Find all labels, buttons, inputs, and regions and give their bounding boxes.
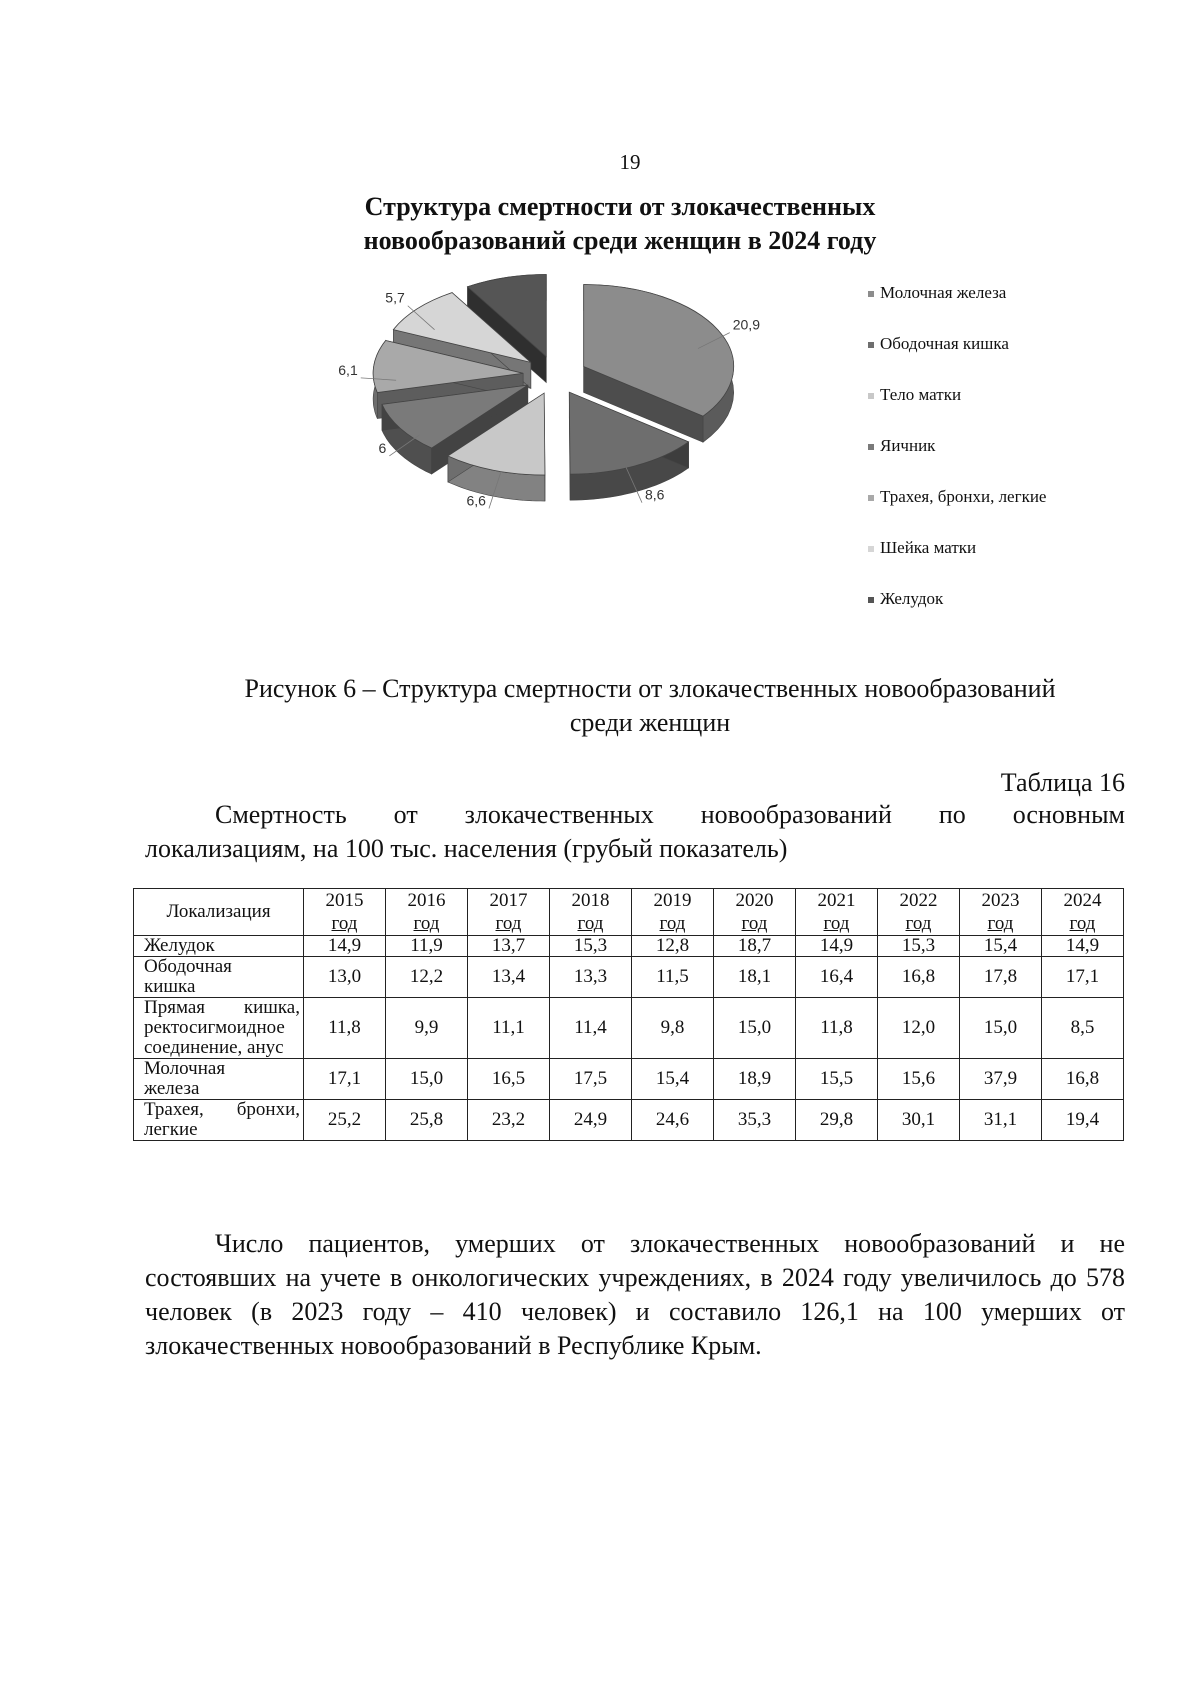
legend-item bbox=[868, 589, 943, 613]
row-value: 15,0 bbox=[386, 1059, 468, 1100]
row-value: 35,3 bbox=[714, 1100, 796, 1141]
row-localization-line: Трахея, бронхи, bbox=[144, 1099, 300, 1120]
legend-label: Шейка матки bbox=[880, 538, 977, 557]
header-year bbox=[386, 889, 468, 936]
header-year-word: год bbox=[577, 913, 604, 934]
row-value: 30,1 bbox=[878, 1100, 960, 1141]
legend-item bbox=[868, 385, 961, 409]
row-value: 18,9 bbox=[714, 1059, 796, 1100]
legend-label: Тело матки bbox=[880, 385, 962, 404]
header-year-word: год bbox=[495, 913, 522, 934]
row-localization bbox=[134, 998, 304, 1059]
row-value: 17,5 bbox=[550, 1059, 632, 1100]
row-value: 16,4 bbox=[796, 957, 878, 998]
header-year bbox=[1042, 889, 1124, 936]
legend-item bbox=[868, 487, 1046, 511]
row-value: 13,7 bbox=[468, 936, 550, 957]
row-localization-line: легкие bbox=[144, 1119, 198, 1140]
chart-title bbox=[320, 190, 920, 258]
row-localization-line: Прямая кишка, bbox=[144, 997, 300, 1018]
pie-value-label: 6,1 bbox=[338, 361, 358, 378]
row-value: 11,8 bbox=[304, 998, 386, 1059]
header-year bbox=[960, 889, 1042, 936]
row-value: 25,2 bbox=[304, 1100, 386, 1141]
header-year bbox=[796, 889, 878, 936]
header-year-number: 2020 bbox=[735, 890, 774, 911]
table-row bbox=[134, 1059, 1124, 1100]
pie-value-label: 6 bbox=[378, 439, 387, 456]
row-value: 8,5 bbox=[1042, 998, 1124, 1059]
legend-label: Трахея, бронхи, легкие bbox=[880, 487, 1047, 506]
header-row bbox=[134, 889, 1124, 936]
header-year-word: год bbox=[905, 913, 932, 934]
legend-swatch-icon bbox=[868, 597, 874, 603]
row-value: 15,5 bbox=[796, 1059, 878, 1100]
row-value: 15,6 bbox=[878, 1059, 960, 1100]
row-value: 14,9 bbox=[1042, 936, 1124, 957]
table-row bbox=[134, 957, 1124, 998]
row-value: 17,1 bbox=[1042, 957, 1124, 998]
row-localization-line: железа bbox=[144, 1078, 200, 1099]
row-value: 9,9 bbox=[386, 998, 468, 1059]
pie-value-label: 6,6 bbox=[466, 492, 486, 509]
row-value: 15,0 bbox=[714, 998, 796, 1059]
legend-swatch-icon bbox=[868, 444, 874, 450]
pie-chart bbox=[330, 255, 850, 595]
row-value: 24,6 bbox=[632, 1100, 714, 1141]
legend-swatch-icon bbox=[868, 393, 874, 399]
row-value: 31,1 bbox=[960, 1100, 1042, 1141]
row-value: 19,4 bbox=[1042, 1100, 1124, 1141]
legend-swatch-icon bbox=[868, 342, 874, 348]
legend-label: Яичник bbox=[880, 436, 936, 455]
row-value: 23,2 bbox=[468, 1100, 550, 1141]
header-year-number: 2017 bbox=[489, 890, 528, 911]
row-value: 12,8 bbox=[632, 936, 714, 957]
row-value: 11,9 bbox=[386, 936, 468, 957]
row-localization-line: Желудок bbox=[144, 935, 215, 956]
row-value: 37,9 bbox=[960, 1059, 1042, 1100]
page-number: 19 bbox=[619, 150, 641, 174]
row-value: 15,4 bbox=[632, 1059, 714, 1100]
header-year-number: 2024 bbox=[1063, 890, 1102, 911]
header-year-number: 2023 bbox=[981, 890, 1020, 911]
row-value: 13,3 bbox=[550, 957, 632, 998]
row-value: 16,8 bbox=[1042, 1059, 1124, 1100]
header-year-word: год bbox=[823, 913, 850, 934]
row-value: 15,0 bbox=[960, 998, 1042, 1059]
header-year bbox=[550, 889, 632, 936]
header-year-number: 2021 bbox=[817, 890, 856, 911]
header-year bbox=[632, 889, 714, 936]
row-value: 13,0 bbox=[304, 957, 386, 998]
row-value: 18,7 bbox=[714, 936, 796, 957]
figure-caption-line-2: среди женщин bbox=[569, 708, 731, 737]
legend-swatch-icon bbox=[868, 291, 874, 297]
table-row bbox=[134, 1100, 1124, 1141]
table-header bbox=[134, 889, 1124, 936]
header-year-word: год bbox=[659, 913, 686, 934]
header-year bbox=[304, 889, 386, 936]
legend-label: Молочная железа bbox=[880, 283, 1007, 302]
table-caption bbox=[145, 798, 1125, 866]
header-year-number: 2015 bbox=[325, 890, 364, 911]
header-year-number: 2016 bbox=[407, 890, 446, 911]
legend-label: Ободочная кишка bbox=[880, 334, 1009, 353]
row-value: 15,3 bbox=[878, 936, 960, 957]
pie-value-label: 20,9 bbox=[732, 316, 760, 333]
legend-label: Желудок bbox=[880, 589, 944, 608]
body-paragraph: Число пациентов, умерших от злокачественных новообразований и не состоявших на учете в онкологических учреждениях, в 2024 году увеличилось до 578 человек (в 2023 году – 410 человек) и составило 126,1 на 100 умерших от злокачественных новообразований в Республике Крым. bbox=[145, 1229, 1125, 1360]
row-localization-line: ректосигмоидное bbox=[144, 1017, 285, 1038]
mortality-table bbox=[133, 888, 1124, 1141]
chart-title-line-1: Структура смертности от злокачественных bbox=[364, 192, 876, 221]
table-body bbox=[134, 936, 1124, 1141]
row-value: 17,1 bbox=[304, 1059, 386, 1100]
legend-item bbox=[868, 334, 1009, 358]
row-value: 18,1 bbox=[714, 957, 796, 998]
table-row bbox=[134, 936, 1124, 957]
row-value: 15,3 bbox=[550, 936, 632, 957]
legend-swatch-icon bbox=[868, 495, 874, 501]
legend-swatch-icon bbox=[868, 546, 874, 552]
row-value: 11,1 bbox=[468, 998, 550, 1059]
row-value: 15,4 bbox=[960, 936, 1042, 957]
table-number: Таблица 16 bbox=[1000, 768, 1125, 797]
row-value: 14,9 bbox=[304, 936, 386, 957]
row-value: 13,4 bbox=[468, 957, 550, 998]
row-value: 11,5 bbox=[632, 957, 714, 998]
pie-value-label: 8,6 bbox=[645, 486, 665, 503]
header-year-word: год bbox=[331, 913, 358, 934]
row-value: 25,8 bbox=[386, 1100, 468, 1141]
header-localization: Локализация bbox=[134, 889, 304, 936]
legend-item bbox=[868, 283, 1006, 307]
header-year-number: 2019 bbox=[653, 890, 692, 911]
row-localization-line: кишка bbox=[144, 976, 196, 997]
row-value: 11,4 bbox=[550, 998, 632, 1059]
row-value: 12,2 bbox=[386, 957, 468, 998]
header-year bbox=[714, 889, 796, 936]
row-value: 11,8 bbox=[796, 998, 878, 1059]
row-value: 12,0 bbox=[878, 998, 960, 1059]
header-year bbox=[878, 889, 960, 936]
legend-item bbox=[868, 436, 935, 460]
row-value: 24,9 bbox=[550, 1100, 632, 1141]
row-value: 29,8 bbox=[796, 1100, 878, 1141]
pie-value-label: 5,7 bbox=[385, 289, 405, 306]
header-year-word: год bbox=[987, 913, 1014, 934]
row-localization bbox=[134, 1059, 304, 1100]
figure-caption bbox=[180, 672, 1120, 740]
header-year-word: год bbox=[741, 913, 768, 934]
header-year bbox=[468, 889, 550, 936]
row-value: 14,9 bbox=[796, 936, 878, 957]
header-year-word: год bbox=[413, 913, 440, 934]
header-year-word: год bbox=[1069, 913, 1096, 934]
row-localization bbox=[134, 936, 304, 957]
row-localization-line: соединение, анус bbox=[144, 1037, 284, 1058]
row-localization bbox=[134, 1100, 304, 1141]
row-value: 9,8 bbox=[632, 998, 714, 1059]
row-value: 17,8 bbox=[960, 957, 1042, 998]
table-caption-line-1: Смертность от злокачественных новообразований по основным bbox=[215, 800, 1125, 829]
row-localization-line: Молочная bbox=[144, 1058, 226, 1079]
row-value: 16,5 bbox=[468, 1059, 550, 1100]
table-row bbox=[134, 998, 1124, 1059]
row-value: 16,8 bbox=[878, 957, 960, 998]
legend-item bbox=[868, 538, 976, 562]
header-year-number: 2022 bbox=[899, 890, 938, 911]
row-localization bbox=[134, 957, 304, 998]
table-caption-line-2: локализациям, на 100 тыс. населения (грубый показатель) bbox=[145, 834, 788, 863]
figure-caption-line-1: Рисунок 6 – Структура смертности от злокачественных новообразований bbox=[244, 674, 1056, 703]
header-year-number: 2018 bbox=[571, 890, 610, 911]
chart-title-line-2: новообразований среди женщин в 2024 году bbox=[363, 226, 877, 255]
row-localization-line: Ободочная bbox=[144, 956, 232, 977]
